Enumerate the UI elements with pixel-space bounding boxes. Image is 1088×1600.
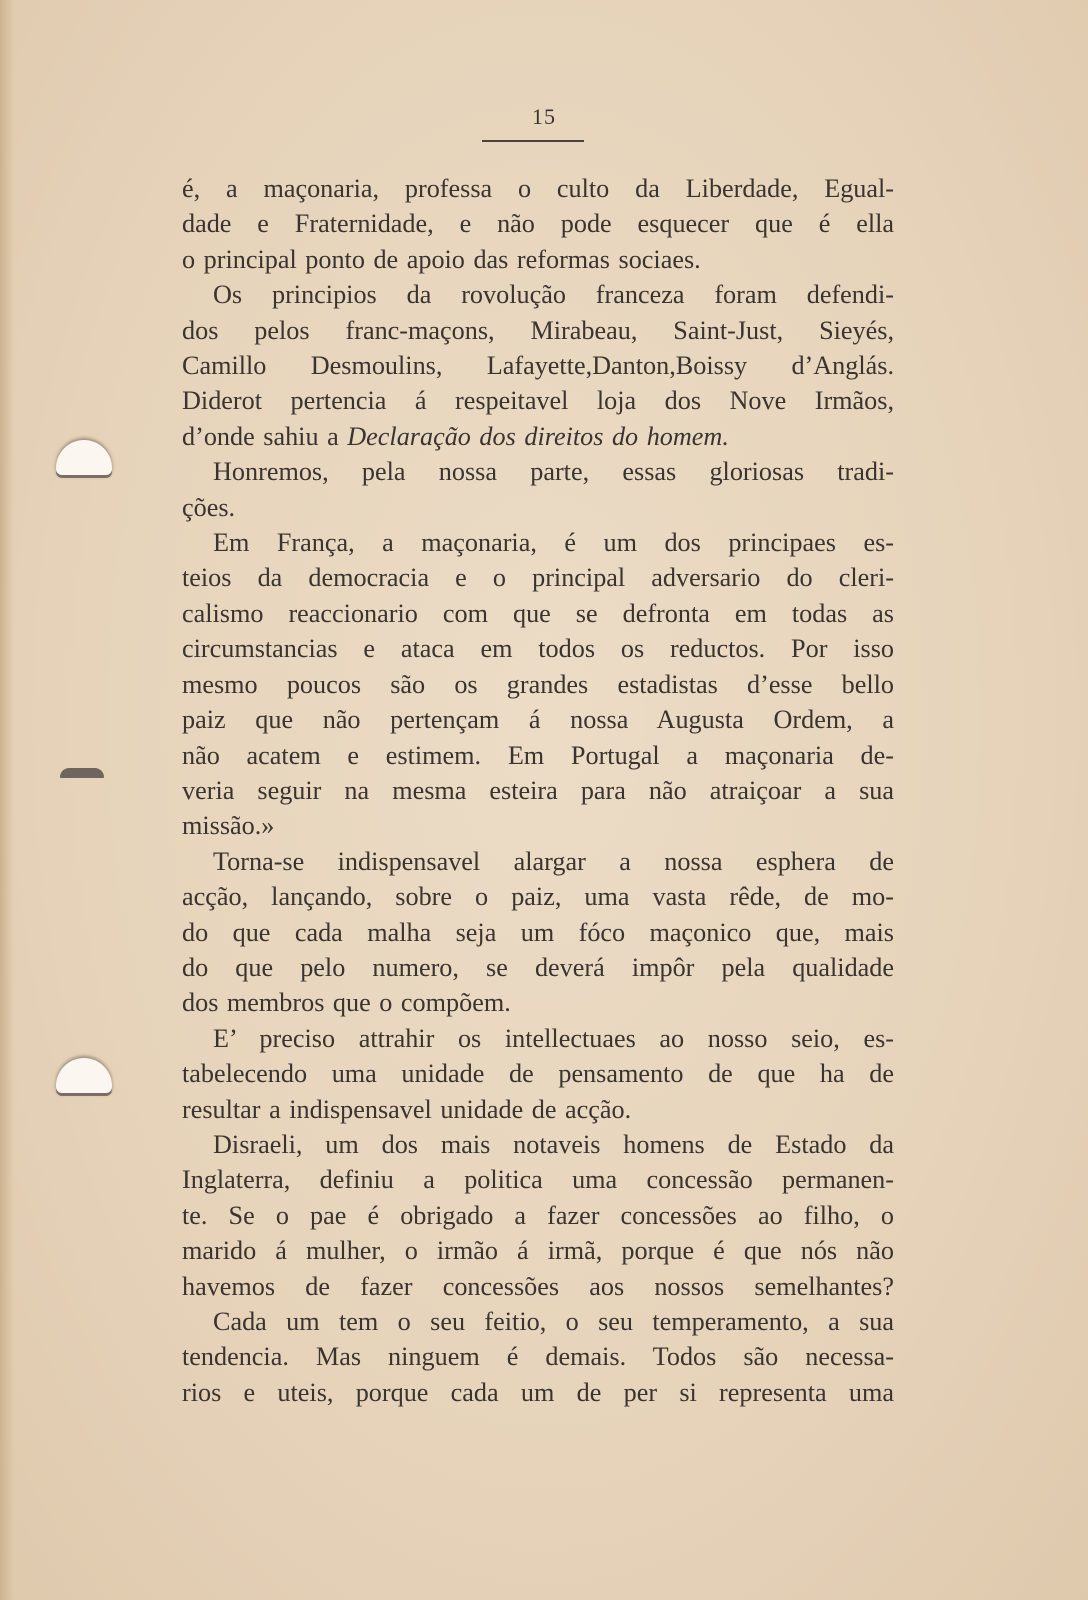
page-number: 15 xyxy=(532,104,556,129)
text-line: acção, lançando, sobre o paiz, uma vasta rêde, de mo- xyxy=(182,882,894,912)
italic-title: Declaração dos direitos do homem. xyxy=(347,421,729,451)
text-line: tabelecendo uma unidade de pensamento de que ha de xyxy=(182,1059,894,1089)
text-line: calismo reaccionario com que se defronta em todas as xyxy=(182,598,894,628)
text-line: havemos de fazer concessões aos nossos semelhantes? xyxy=(182,1271,894,1301)
text-line: circumstancias e ataca em todos os reductos. Por isso xyxy=(182,634,894,664)
text-line: marido á mulher, o irmão á irmã, porque é que nós não xyxy=(182,1236,894,1266)
text-line: o principal ponto de apoio das reformas sociaes. xyxy=(182,244,701,274)
text-line: rios e uteis, porque cada um de per si representa uma xyxy=(182,1377,894,1407)
text-line: dos pelos franc-maçons, Mirabeau, Saint-Just, Sieyés, xyxy=(182,315,894,345)
body-text xyxy=(182,171,894,1410)
text-line: Inglaterra, definiu a politica uma concessão permanen- xyxy=(182,1165,894,1195)
text-line: ções. xyxy=(182,492,236,522)
punch-hole-top xyxy=(56,440,112,478)
text-line: Em França, a maçonaria, é um dos principaes es- xyxy=(213,528,894,558)
text-line: missão.» xyxy=(182,811,275,841)
text-line: Diderot pertencia á respeitavel loja dos Nove Irmãos, xyxy=(182,386,894,416)
page-left-edge xyxy=(0,0,14,1600)
punch-hole-bottom xyxy=(56,1058,112,1096)
header-rule xyxy=(482,140,584,142)
text-line: tendencia. Mas ninguem é demais. Todos são necessa- xyxy=(182,1342,894,1372)
text-line xyxy=(182,419,894,454)
text-line: Disraeli, um dos mais notaveis homens de Estado da xyxy=(213,1129,894,1159)
text-line: E’ preciso attrahir os intellectuaes ao nosso seio, es- xyxy=(213,1023,894,1053)
text-line: teios da democracia e o principal adversario do cleri- xyxy=(182,563,894,593)
text-line: te. Se o pae é obrigado a fazer concessões ao filho, o xyxy=(182,1200,894,1230)
text-line: é, a maçonaria, professa o culto da Liberdade, Egual- xyxy=(182,174,894,203)
text-line: Camillo Desmoulins, Lafayette,Danton,Boissy d’Anglás. xyxy=(182,351,894,381)
text-line: Cada um tem o seu feitio, o seu temperamento, a sua xyxy=(213,1307,894,1336)
text-line: do que cada malha seja um fóco maçonico que, mais xyxy=(182,917,894,947)
text-line: do que pelo numero, se deverá impôr pela qualidade xyxy=(182,952,894,982)
text-line: Honremos, pela nossa parte, essas gloriosas tradi- xyxy=(213,457,894,487)
text-line: veria seguir na mesma esteira para não atraiçoar a sua xyxy=(182,775,894,805)
text-line: resultar a indispensavel unidade de acção. xyxy=(182,1094,632,1124)
text-line: dos membros que o compõem. xyxy=(182,988,511,1018)
text-line-start: d’onde sahiu a xyxy=(182,421,348,451)
text-line: mesmo poucos são os grandes estadistas d’esse bello xyxy=(182,669,894,699)
punch-hole-middle xyxy=(60,768,104,778)
text-line: não acatem e estimem. Em Portugal a maçonaria de- xyxy=(182,740,894,770)
text-line: Os principios da rovolução franceza foram defendi- xyxy=(213,280,894,310)
text-line: Torna-se indispensavel alargar a nossa esphera de xyxy=(213,846,894,876)
text-line: dade e Fraternidade, e não pode esquecer que é ella xyxy=(182,209,894,239)
text-line: paiz que não pertençam á nossa Augusta Ordem, a xyxy=(182,705,894,735)
